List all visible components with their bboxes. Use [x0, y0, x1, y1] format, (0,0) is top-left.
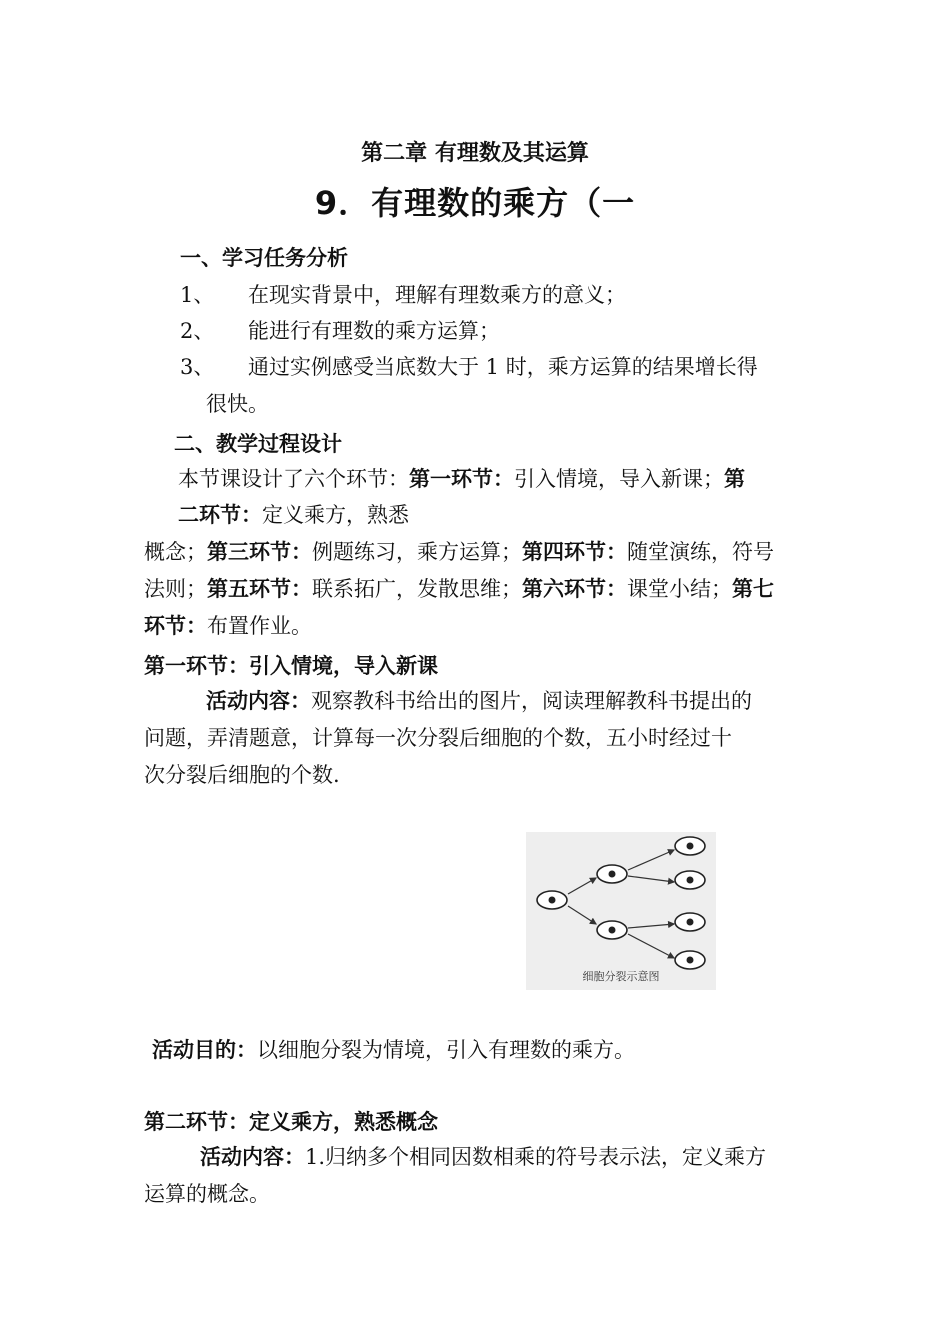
stage1-content-line-3: 次分裂后细胞的个数.	[144, 763, 340, 787]
stage-label: 第七	[732, 577, 774, 601]
overview-line-3	[144, 537, 774, 567]
stage1-content-line-2: 问题，弄清题意，计算每一次分裂后细胞的个数，五小时经过十	[144, 726, 732, 750]
task-item-text: 在现实背景中，理解有理数乘方的意义；	[248, 283, 626, 307]
task-item-number: 1、	[180, 283, 215, 307]
overview-line-5	[144, 611, 312, 641]
stage2-content-line-2: 运算的概念。	[144, 1182, 270, 1206]
stage-label: 第四环节：	[522, 540, 627, 564]
task-item-text: 能进行有理数的乘方运算；	[248, 319, 500, 343]
overview-line-4	[144, 574, 774, 604]
text: 观察教科书给出的图片，阅读理解教科书提出的	[311, 689, 752, 713]
text: 以细胞分裂为情境，引入有理数的乘方。	[257, 1038, 635, 1062]
task-item-3-continued: 很快。	[206, 392, 269, 416]
task-item-number: 2、	[180, 319, 215, 343]
stage-label: 环节：	[144, 614, 207, 638]
chapter-title: 第二章 有理数及其运算	[361, 141, 589, 166]
task-item-3	[180, 352, 758, 382]
purpose-label: 活动目的：	[152, 1038, 257, 1062]
cell-division-figure	[526, 832, 716, 990]
text: 1.归纳多个相同因数相乘的符号表示法，定义乘方	[305, 1145, 767, 1169]
text: 联系拓广，发散思维；	[312, 577, 522, 601]
text: 本节课设计了六个环节：	[178, 467, 409, 491]
text: 例题练习，乘方运算；	[312, 540, 522, 564]
stage1-content-line-1	[206, 686, 752, 716]
stage2-content-line-1	[200, 1142, 766, 1172]
text: 引入情境，导入新课；	[514, 467, 724, 491]
text: 布置作业。	[207, 614, 312, 638]
text: 课堂小结；	[627, 577, 732, 601]
overview-line-1	[178, 464, 745, 494]
section2-heading: 二、教学过程设计	[174, 432, 342, 456]
stage1-heading: 第一环节：引入情境，导入新课	[144, 654, 438, 678]
content-label: 活动内容：	[200, 1145, 305, 1169]
cell-division-diagram	[526, 832, 716, 990]
section1-heading: 一、学习任务分析	[180, 246, 348, 270]
task-item-1	[180, 280, 626, 310]
overview-line-2	[178, 500, 409, 530]
stage1-purpose	[152, 1035, 635, 1065]
stage-label: 第三环节：	[207, 540, 312, 564]
task-item-2	[180, 316, 500, 346]
stage-label: 二环节：	[178, 503, 262, 527]
content-label: 活动内容：	[206, 689, 311, 713]
stage-label: 第六环节：	[522, 577, 627, 601]
lesson-title: 9．有理数的乘方（一	[314, 184, 636, 222]
stage-label: 第	[724, 467, 745, 491]
figure-caption: 细胞分裂示意图	[582, 970, 660, 983]
stage-label: 第一环节：	[409, 467, 514, 491]
text: 概念；	[144, 540, 207, 564]
task-item-text: 通过实例感受当底数大于 1 时，乘方运算的结果增长得	[248, 355, 758, 379]
stage2-heading: 第二环节：定义乘方，熟悉概念	[144, 1110, 438, 1134]
task-item-number: 3、	[180, 355, 215, 379]
text: 随堂演练，符号	[627, 540, 774, 564]
text: 法则；	[144, 577, 207, 601]
text: 定义乘方，熟悉	[262, 503, 409, 527]
stage-label: 第五环节：	[207, 577, 312, 601]
